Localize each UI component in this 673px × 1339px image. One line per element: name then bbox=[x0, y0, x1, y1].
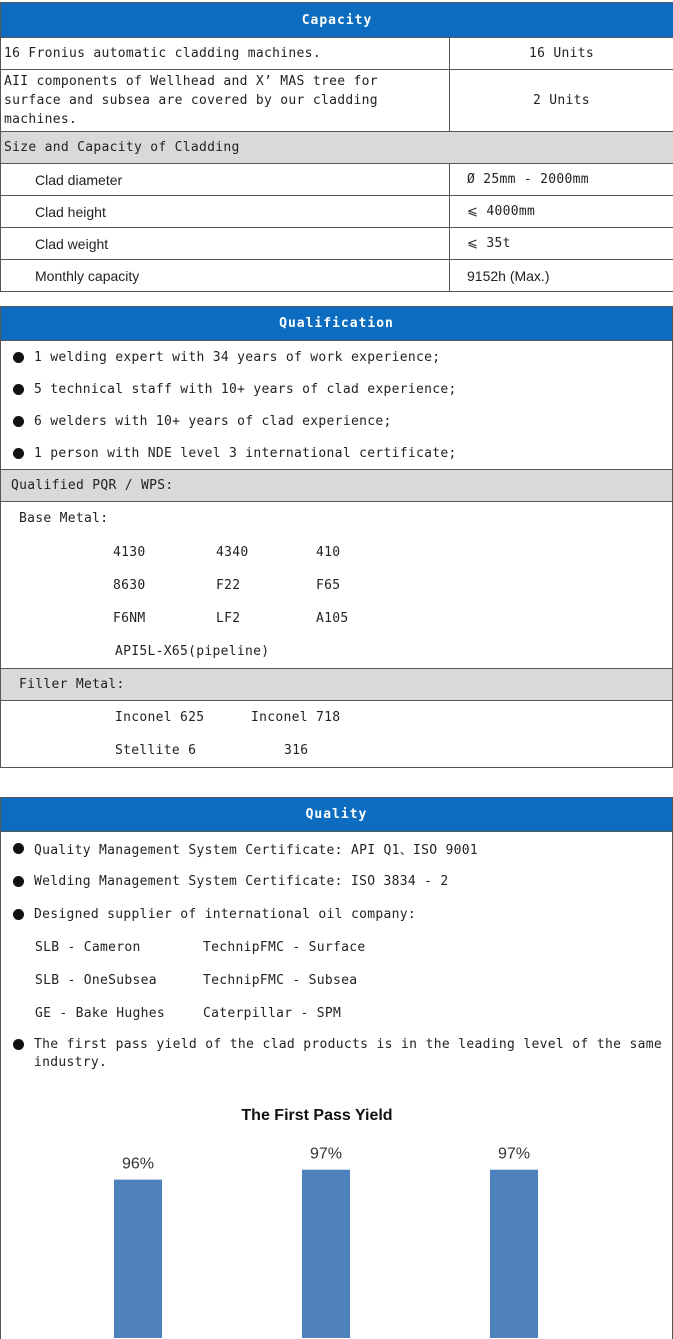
list-item: 6 welders with 10+ years of clad experience; bbox=[1, 405, 672, 437]
monthly-capacity-label: Monthly capacity bbox=[1, 260, 450, 292]
list-item: Quality Management System Certificate: API Q1、ISO 9001 bbox=[1, 832, 672, 865]
filler-metal-row: Inconel 625 Inconel 718 bbox=[115, 710, 341, 725]
clad-diameter-value: Ø 25mm - 2000mm bbox=[450, 164, 673, 196]
base-metal-row: F6NM LF2 A105 bbox=[113, 611, 349, 626]
quality-title: Quality bbox=[1, 798, 672, 832]
clad-height-label: Clad height bbox=[1, 196, 450, 228]
clad-diameter-label: Clad diameter bbox=[1, 164, 450, 196]
pqr-wps-header: Qualified PQR / WPS: bbox=[1, 470, 673, 502]
bullet-icon bbox=[13, 352, 24, 363]
yield-bar bbox=[114, 1180, 162, 1338]
yield-bar bbox=[490, 1170, 538, 1338]
filler-metal-row: Stellite 6 316 bbox=[115, 743, 309, 758]
capacity-title: Capacity bbox=[1, 3, 673, 38]
base-metal-section bbox=[1, 502, 673, 669]
first-pass-yield-chart bbox=[1, 1088, 672, 1338]
list-item: 1 welding expert with 34 years of work experience; bbox=[1, 341, 672, 373]
capacity-row-label: 16 Fronius automatic cladding machines. bbox=[1, 38, 450, 70]
yield-bar bbox=[302, 1170, 350, 1338]
supplier-row: SLB - Cameron TechnipFMC - Surface bbox=[35, 940, 366, 955]
bullet-icon bbox=[13, 909, 24, 920]
base-metal-row: 8630 F22 F65 bbox=[113, 578, 341, 593]
bullet-icon bbox=[13, 843, 24, 854]
quality-section bbox=[0, 797, 673, 1339]
clad-height-value: ⩽ 4000mm bbox=[450, 196, 673, 228]
list-item: 5 technical staff with 10+ years of clad experience; bbox=[1, 373, 672, 405]
bullet-icon bbox=[13, 448, 24, 459]
chart-title: The First Pass Yield bbox=[241, 1107, 393, 1124]
qualification-title: Qualification bbox=[1, 307, 673, 341]
list-item: 1 person with NDE level 3 international certificate; bbox=[1, 437, 672, 469]
capacity-table bbox=[0, 2, 673, 292]
capacity-row-label: AII components of Wellhead and X’ MAS tree for surface and subsea are covered by our cladding machines. bbox=[1, 70, 450, 132]
yield-bar-label: 97% bbox=[309, 1145, 343, 1163]
clad-weight-value: ⩽ 35t bbox=[450, 228, 673, 260]
list-item: Welding Management System Certificate: ISO 3834 - 2 bbox=[1, 865, 672, 898]
bullet-icon bbox=[13, 876, 24, 887]
monthly-capacity-value: 9152h (Max.) bbox=[450, 260, 673, 292]
supplier-row: SLB - OneSubsea TechnipFMC - Subsea bbox=[35, 973, 358, 988]
bullet-icon bbox=[13, 1039, 24, 1050]
list-item: The first pass yield of the clad products is in the leading level of the same industry. bbox=[1, 1030, 672, 1072]
base-metal-label: Base Metal: bbox=[19, 511, 109, 526]
base-metal-extra: API5L-X65(pipeline) bbox=[115, 644, 270, 659]
filler-metal-section bbox=[1, 701, 673, 768]
filler-metal-header: Filler Metal: bbox=[1, 669, 673, 701]
yield-bar-label: 97% bbox=[497, 1145, 531, 1163]
base-metal-row: 4130 4340 410 bbox=[113, 545, 341, 560]
bullet-icon bbox=[13, 416, 24, 427]
list-item: Designed supplier of international oil company: bbox=[1, 898, 672, 931]
qualification-table bbox=[0, 306, 673, 768]
size-capacity-header: Size and Capacity of Cladding bbox=[1, 132, 673, 164]
yield-bar-label: 96% bbox=[121, 1155, 155, 1173]
clad-weight-label: Clad weight bbox=[1, 228, 450, 260]
capacity-row-value: 16 Units bbox=[450, 38, 673, 70]
capacity-row-value: 2 Units bbox=[450, 70, 673, 132]
qualification-bullets bbox=[1, 341, 673, 470]
supplier-row: GE - Bake Hughes Caterpillar - SPM bbox=[35, 1006, 342, 1021]
bullet-icon bbox=[13, 384, 24, 395]
